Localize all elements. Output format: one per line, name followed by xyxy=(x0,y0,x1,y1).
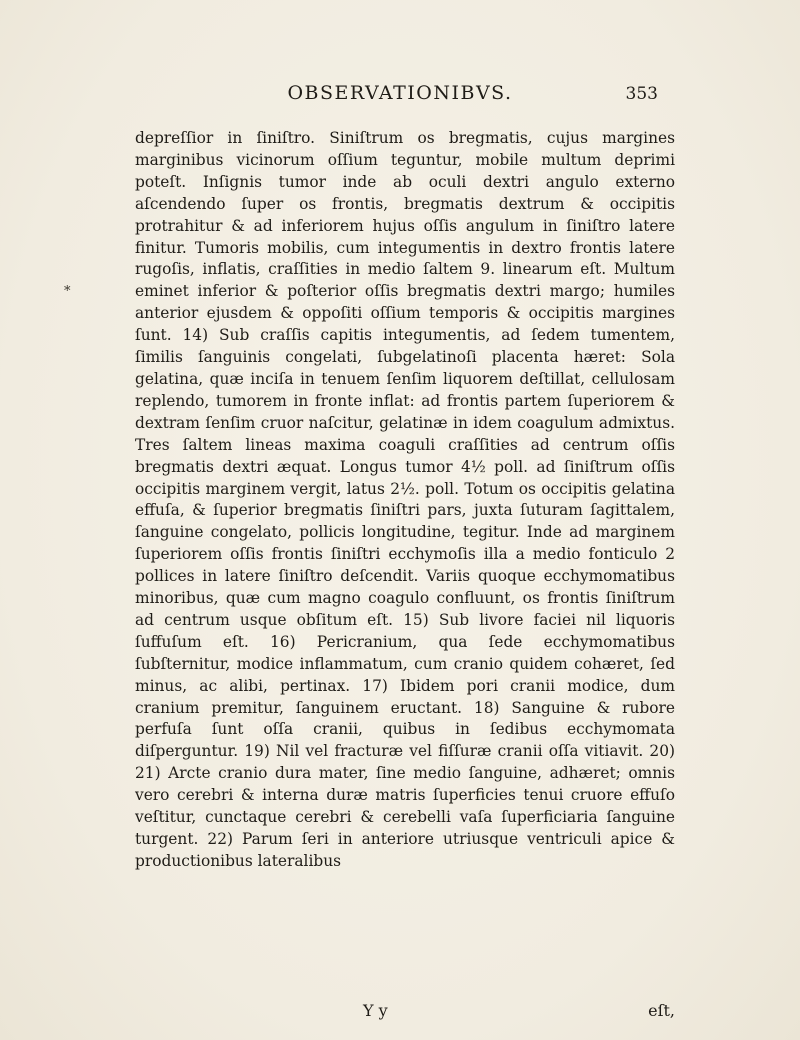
page-footer xyxy=(135,1001,675,1025)
page-number: 353 xyxy=(625,84,658,104)
margin-mark: * xyxy=(64,284,71,299)
body-paragraph: depreſſior in ſiniſtro. Siniſtrum os bregmatis, cujus margines marginibus vicinorum oſſium teguntur, mobile multum deprimi poteſt. Inſignis tumor inde ab oculi dextri angulo externo aſcendendo ſuper os frontis, bregmatis dextrum & occipitis protrahitur & ad inferiorem hujus oſſis angulum in ſiniſtro latere finitur. Tumoris mobilis, cum integumentis in dextro frontis latere rugoſis, inflatis, craſſities in medio ſaltem 9. linearum eſt. Multum eminet inferior & poſterior oſſis bregmatis dextri margo; humiles anterior ejusdem & oppoſiti oſſium temporis & occipitis margines ſunt. 14) Sub craſſis capitis integumentis, ad ſedem tumentem, ſimilis ſanguinis congelati, ſubgelatinoſi placenta hæret: Sola gelatina, quæ inciſa in tenuem ſenſim liquorem deſtillat, cellulosam replendo, tumorem in fronte inflat: ad frontis partem ſuperiorem & dextram ſenſim cruor naſcitur, gelatinæ in idem coagulum admixtus. Tres ſaltem lineas maxima coaguli craſſities ad centrum oſſis bregmatis dextri æquat. Longus tumor 4½ poll. ad ſiniſtrum oſſis occipitis marginem vergit, latus 2½. poll. Totum os occipitis gelatina effuſa, & ſuperior bregmatis ſiniſtri pars, juxta ſuturam ſagittalem, ſanguine congelato, pollicis longitudine, tegitur. Inde ad marginem ſuperiorem oſſis frontis ſiniſtri ecchymoſis illa a medio fonticulo 2 pollices in latere ſiniſtro deſcendit. Variis quoque ecchymomatibus minoribus, quæ cum magno coagulo confluunt, os frontis ſiniſtrum ad centrum usque obſitum eſt. 15) Sub livore faciei nil liquoris ſuffuſum eſt. 16) Pericranium, qua ſede ecchymomatibus ſubſternitur, modice inflammatum, cum cranio quidem cohæret, ſed minus, ac alibi, pertinax. 17) Ibidem pori cranii modice, dum cranium premitur, ſanguinem eructant. 18) Sanguine & rubore perfuſa ſunt oſſa cranii, quibus in ſedibus ecchymomata diſperguntur. 19) Nil vel fracturæ vel fiſſuræ cranii oſſa vitiavit. 20) 21) Arcte cranio dura mater, ſine medio ſanguine, adhæret; omnis vero cerebri & interna duræ matris ſuperficies tenui cruore effuſo veſtitur, cunctaque cerebri & cerebelli vaſa ſuperficiaria ſanguine turgent. 22) Parum ſeri in anteriore utriusque ventriculi apice & productionibus lateralibus xyxy=(135,129,675,870)
page-header xyxy=(0,78,800,112)
body-text xyxy=(135,128,675,873)
signature-mark: Y y xyxy=(363,1001,388,1020)
catchword: eſt, xyxy=(648,1001,675,1020)
running-head: OBSERVATIONIBVS. xyxy=(287,82,513,104)
